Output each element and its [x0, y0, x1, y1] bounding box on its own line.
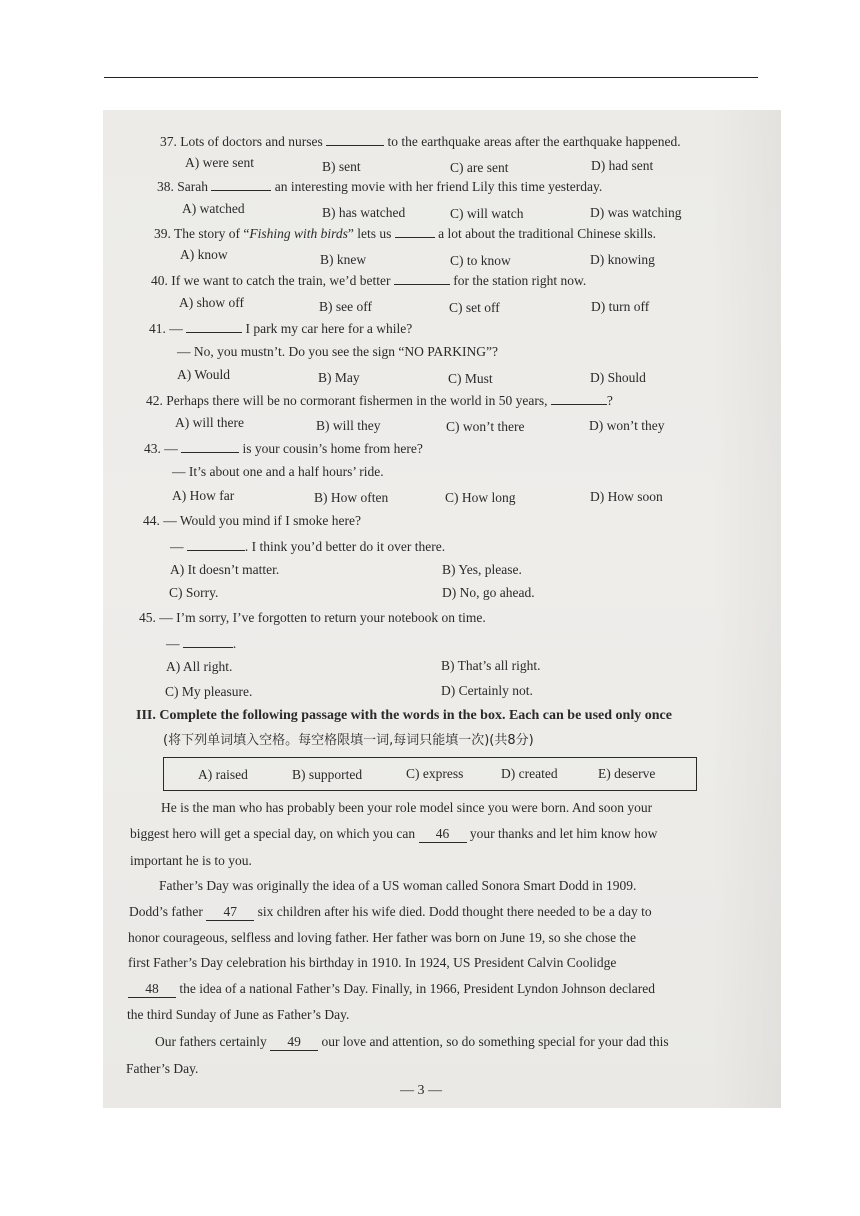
- passage-line: the third Sunday of June as Father’s Day.: [127, 1007, 350, 1022]
- q39-stem: 39. The story of “: [154, 226, 250, 241]
- q40-blank: [394, 272, 450, 285]
- header-rule: [104, 77, 758, 78]
- section-3-heading: III. Complete the following passage with the words in the box. Each can be used only once: [136, 708, 672, 723]
- q44-option-a: A) It doesn’t matter.: [170, 562, 280, 577]
- q40-option-a: A) show off: [179, 295, 244, 310]
- q44-option-c: C) Sorry.: [169, 585, 219, 600]
- q45-reply: [166, 635, 236, 652]
- question-38: [157, 178, 602, 195]
- q43-blank: [181, 440, 239, 453]
- q42-option-d: D) won’t they: [589, 418, 665, 433]
- q37-blank: [326, 133, 384, 146]
- q41-blank: [186, 320, 242, 333]
- q41-reply: — No, you mustn’t. Do you see the sign “NO PARKING”?: [177, 344, 498, 359]
- q43-stem-end: is your cousin’s home from here?: [242, 441, 423, 456]
- q40-stem-end: for the station right now.: [453, 273, 587, 288]
- question-45: 45. — I’m sorry, I’ve forgotten to return your notebook on time.: [139, 610, 486, 625]
- q38-stem: 38. Sarah: [157, 179, 208, 194]
- q40-stem: 40. If we want to catch the train, we’d better: [151, 273, 391, 288]
- passage-text: Our fathers certainly: [155, 1034, 267, 1049]
- word-box: [163, 757, 697, 791]
- passage-line: [155, 1034, 669, 1051]
- question-43: [144, 440, 423, 457]
- q40-option-b: B) see off: [319, 299, 372, 314]
- q44-blank: [187, 538, 245, 551]
- passage-text: six children after his wife died. Dodd thought there needed to be a day to: [257, 904, 652, 919]
- passage-line: [128, 981, 655, 998]
- word-box-item: C) express: [406, 766, 464, 781]
- q42-option-a: A) will there: [175, 415, 244, 430]
- q45-option-d: D) Certainly not.: [441, 683, 533, 698]
- blank-48: 48: [128, 981, 176, 998]
- q43-option-b: B) How often: [314, 490, 389, 505]
- q45-reply-end: .: [232, 636, 237, 651]
- q43-option-c: C) How long: [445, 490, 516, 505]
- q44-reply: [170, 538, 445, 555]
- q40-option-d: D) turn off: [591, 299, 650, 314]
- q37-option-d: D) had sent: [591, 158, 654, 173]
- q42-option-c: C) won’t there: [446, 419, 525, 434]
- q39-stem-end: a lot about the traditional Chinese skills.: [438, 226, 656, 241]
- passage-line: [129, 904, 652, 921]
- q45-reply-dash: —: [166, 636, 180, 651]
- question-37: [160, 133, 681, 150]
- passage-text: our love and attention, so do something special for your dad this: [321, 1034, 669, 1049]
- q38-stem-end: an interesting movie with her friend Lily this time yesterday.: [274, 179, 603, 194]
- q43-reply: — It’s about one and a half hours’ ride.: [172, 464, 384, 479]
- q42-blank: [551, 392, 607, 405]
- q44-option-b: B) Yes, please.: [442, 562, 522, 577]
- q44-reply-end: . I think you’d better do it over there.: [244, 539, 446, 554]
- q40-option-c: C) set off: [449, 300, 500, 315]
- section-3-instruction: (将下列单词填入空格。每空格限填一词,每词只能填一次)(共8分): [163, 733, 534, 748]
- q37-stem: 37. Lots of doctors and nurses: [160, 134, 323, 149]
- q45-blank: [183, 635, 233, 648]
- q42-stem-end: ?: [606, 393, 613, 408]
- passage-line: first Father’s Day celebration his birthday in 1910. In 1924, US President Calvin Coolidge: [128, 955, 617, 970]
- q39-stem-mid: ” lets us: [347, 226, 392, 241]
- question-41: [149, 320, 412, 337]
- q38-option-c: C) will watch: [450, 206, 524, 221]
- q39-option-a: A) know: [180, 247, 228, 262]
- passage-line: [130, 826, 657, 843]
- passage-line: Father’s Day was originally the idea of a US woman called Sonora Smart Dodd in 1909.: [159, 878, 637, 893]
- q39-story-title: Fishing with birds: [249, 226, 348, 241]
- q39-blank: [395, 225, 435, 238]
- q42-stem: 42. Perhaps there will be no cormorant fishermen in the world in 50 years,: [146, 393, 548, 408]
- q38-option-a: A) watched: [182, 201, 245, 216]
- passage-line: honor courageous, selfless and loving father. Her father was born on June 19, so she chose the: [128, 930, 636, 945]
- q39-option-c: C) to know: [450, 253, 511, 268]
- word-box-item: A) raised: [198, 767, 248, 782]
- q45-option-c: C) My pleasure.: [165, 684, 253, 699]
- q41-option-c: C) Must: [448, 371, 493, 386]
- passage-text: Dodd’s father: [129, 904, 203, 919]
- passage-line: He is the man who has probably been your role model since you were born. And soon your: [161, 800, 653, 815]
- q41-stem: 41. —: [149, 321, 183, 336]
- passage-text: biggest hero will get a special day, on which you can: [130, 826, 416, 841]
- question-44: 44. — Would you mind if I smoke here?: [143, 513, 362, 528]
- word-box-item: B) supported: [292, 767, 363, 782]
- q38-blank: [211, 178, 271, 191]
- passage-line: Father’s Day.: [126, 1061, 199, 1076]
- q38-option-d: D) was watching: [590, 205, 682, 220]
- q37-option-b: B) sent: [322, 159, 361, 174]
- passage-line: important he is to you.: [130, 853, 252, 868]
- q38-option-b: B) has watched: [322, 205, 406, 220]
- word-box-item: D) created: [501, 766, 558, 781]
- q45-option-b: B) That’s all right.: [441, 658, 541, 673]
- passage-text: your thanks and let him know how: [469, 826, 658, 841]
- q39-option-d: D) knowing: [590, 252, 655, 267]
- q43-option-d: D) How soon: [590, 489, 663, 504]
- blank-49: 49: [270, 1034, 318, 1051]
- q37-stem-end: to the earthquake areas after the earthquake happened.: [387, 134, 681, 149]
- page-number: — 3 —: [400, 1083, 442, 1098]
- q41-stem-end: I park my car here for a while?: [245, 321, 413, 336]
- q44-option-d: D) No, go ahead.: [442, 585, 535, 600]
- question-42: [146, 392, 613, 409]
- q44-reply-dash: —: [170, 539, 184, 554]
- q37-option-c: C) are sent: [450, 160, 509, 175]
- passage-text: the idea of a national Father’s Day. Finally, in 1966, President Lyndon Johnson declared: [179, 981, 656, 996]
- question-39: [154, 225, 656, 242]
- q41-option-d: D) Should: [590, 370, 646, 385]
- q39-option-b: B) knew: [320, 252, 367, 267]
- q41-option-a: A) Would: [177, 367, 231, 382]
- question-40: [151, 272, 586, 289]
- q37-option-a: A) were sent: [185, 155, 254, 170]
- photo-shading: [711, 110, 781, 1108]
- blank-47: 47: [206, 904, 254, 921]
- q43-stem: 43. —: [144, 441, 178, 456]
- q41-option-b: B) May: [318, 370, 360, 385]
- q42-option-b: B) will they: [316, 418, 381, 433]
- blank-46: 46: [419, 826, 467, 843]
- q43-option-a: A) How far: [172, 488, 235, 503]
- word-box-item: E) deserve: [598, 766, 656, 781]
- q45-option-a: A) All right.: [166, 659, 233, 674]
